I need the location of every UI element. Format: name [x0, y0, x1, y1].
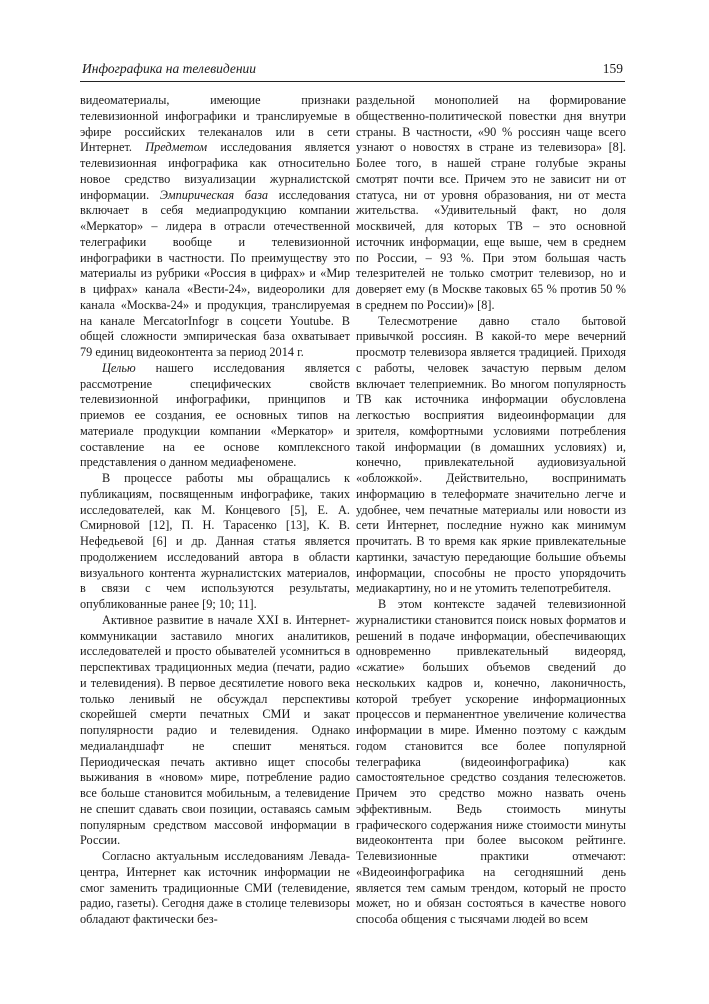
- paragraph: [80, 471, 350, 613]
- paragraph: [356, 597, 626, 928]
- text-run: раздельной монополией на формирование общественно-политической повестки дня внутри страны. В частности, «90 % россиян чаще всего узнают о новостях в стране из телевизора» [8]. Более того, в нашей стране голубые экраны смотрят почти все. Причем это не зависит ни от статуса, ни от уровня образования, ни от места жительства. «Удивительный факт, но доля москвичей, для которых ТВ – это основной источник информации, еще выше, чем в среднем по России, – 93 %. При этом большая часть телезрителей не только смотрит телевизор, но и доверяет ему (в Москве таковых 65 % против 50 % в среднем по России)» [8].: [356, 93, 626, 312]
- running-title: Инфографика на телевидении: [82, 61, 257, 76]
- text-run: В процессе работы мы обращались к публикациям, посвященным инфографике, таких исследователей, как М. Концевого [5], Е. А. Смирновой [12], П. Н. Тарасенко [13], К. В. Нефедьевой [6] и др. Данная статья является продолжением исследований автора в области визуального контента журналистских материалов, в связи с чем используются результаты, опубликованные ранее [9; 10; 11].: [80, 471, 350, 611]
- page-number: 159: [602, 61, 623, 76]
- italic-term: Предметом: [145, 140, 208, 155]
- text-run: исследования включает в себя медиапродукцию компании «Меркатор» – лидера в отрасли отечественной телеграфики вообще и телевизионной инфографики в частности. По преимуществу это материалы из рубрики «Россия в цифрах» и «Мир в цифрах» канала «Вести-24», видеоролики для канала «Москва-24» и продукция, транслируемая на канале MercatorInfogr в соцсети Youtube. В общей сложности эмпирическая база охватывает 79 единиц видеоконтента за период 2014 г.: [80, 187, 350, 359]
- paragraph: [80, 361, 350, 471]
- left-column: [80, 93, 350, 928]
- text-run: исследования является телевизионная инфографика как относительно новое средство визуализации журналистской информации.: [80, 140, 350, 202]
- paragraph: [80, 93, 350, 361]
- text-run: Активное развитие в начале XXI в. Интернет-коммуникации заставило многих аналитиков, исследователей и просто обывателей усомниться в перспективах традиционных медиа (печати, радио и телевидения). В первое десятилетие нового века только ленивый не обсуждал перспективы скорейшей смерти печатных СМИ и закат популярности радио и телевидения. Однако медиаландшафт не спешит меняться. Периодическая печать активно ищет способы выживания в «новом» мире, потребление радио все больше становится мобильным, а телевидение не спешит сдавать свои позиции, оставаясь самым популярным средством массовой информации в России.: [80, 612, 350, 848]
- paragraph: [356, 314, 626, 598]
- right-column: [356, 93, 626, 928]
- italic-term: Целью: [102, 360, 136, 375]
- running-header: [80, 59, 625, 82]
- text-run: видеоматериалы, имеющие признаки телевизионной инфографики и транслируемые в эфире российских телеканалов или в сети Интернет.: [80, 93, 350, 155]
- text-run: В этом контексте задачей телевизионной журналистики становится поиск новых форматов и решений в подаче информации, обеспечивающих одновременно привлекательный видеоряд, «сжатие» больших объемов сведений до нескольких кадров и, конечно, лаконичность, которой требует ускорение информационных процессов и перманентное увеличение количества информации в мире. Именно поэтому с каждым годом становится все более популярной телеграфика (видеоинфографика) как самостоятельное средство создания телесюжетов. Причем это средство можно назвать очень эффективным. Ведь стоимость минуты графического содержания ниже стоимости минуты видеоконтента при более высоком рейтинге. Телевизионные практики отмечают: «Видеоинфографика на сегодняшний день является тем самым трендом, который не просто может, но и обязан состояться в качестве нового способа общения с тысячами людей во всем: [356, 597, 626, 926]
- text-run: Согласно актуальным исследованиям Левада-центра, Интернет как источник информации не смог заменить традиционные СМИ (телевидение, радио, газеты). Сегодня даже в столице телевизоры обладают фактически без-: [80, 849, 350, 926]
- paragraph: [356, 93, 626, 314]
- text-run: нашего исследования является рассмотрение специфических свойств телевизионной инфографики, принципов и приемов ее создания, ее основных типов на материале продукции компании «Меркатор» и составление на ее основе комплексного представления о данном медиафеномене.: [80, 360, 350, 470]
- paragraph: [80, 849, 350, 928]
- paragraph: [80, 613, 350, 849]
- italic-term: Эмпирическая база: [159, 187, 269, 202]
- text-run: Телесмотрение давно стало бытовой привычкой россиян. В какой-то мере вечерний просмотр телевизора является традицией. Приходя с работы, человек зачастую первым делом включает телеприемник. Во многом популярность ТВ как источника информации обусловлена легкостью восприятия видеоинформации для зрителя, комфортными условиями потребления такой информации (в домашних условиях) и, конечно, привлекательной аудиовизуальной «обложкой». Действительно, воспринимать информацию в телеформате значительно легче и удобнее, чем печатные материалы или новости из сети Интернет, последние нужно как минимум прочитать. В то время как яркие привлекательные картинки, зачастую передающие большие объемы информации, способны не просто упорядочить медиакартину, но и не утомить телепотребителя.: [356, 313, 626, 596]
